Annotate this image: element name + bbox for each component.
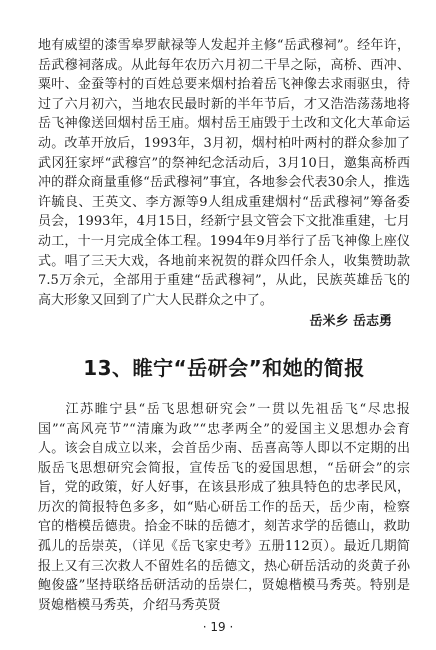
author-signature: 岳米乡 岳志勇 <box>309 314 392 330</box>
section-body <box>38 400 410 616</box>
page-number: · 19 · <box>202 620 234 634</box>
article-body: 地有威望的漆雪皋罗献禄等人发起并主修“岳武穆祠”。经年许，岳武穆祠落成。从此每年农历六月初二干旱之际，高桥、西冲、粟叶、金蚕等村的百姓总要来烟村抬着岳飞神像去求雨驱虫，待过了六月初六，当地农民最时新的半年节后，才又浩浩荡荡地将岳飞神像送回烟村岳王庙。烟村岳王庙毁于土改和文化大革命运动。改革开放后，1993年，3月初，烟村柏叶两村的群众参加了武冈狂家坪“武穆宫”的祭神纪念活动后，3月10日，邀集高桥西冲的群众商量重修“岳武穆祠”事宜，各地参会代表30余人，推选许毓良、王英文、李方源等9人组成重建烟村“岳武穆祠”筹备委员会，1993年，4月15日，经新宁县文管会下文批准重建，七月动工，十一月完成全体工程。1994年9月举行了岳飞神像上座仪式。唱了三天大戏，各地前来祝贺的群众四仟余人，收集赞助款7.5万余元，全部用于重建“岳武穆祠”，从此，民族英雄岳飞的高大形象又回到了广大人民群众之中了。 <box>38 38 410 308</box>
section-body-text: 江苏睢宁县“岳飞思想研究会”一贯以先祖岳飞“尽忠报国”“高风亮节”“清廉为政”“忠孝两全”的爱国主义思想办会育人。该会自成立以来，会首岳少南、岳喜高等人即以不定期的出版岳飞思想研究会简报，宣传岳飞的爱国思想，“岳研会”的宗旨，党的政策，好人好事，在该县形成了独具特色的忠孝民风，历次的简报特色多多，如“贴心研岳工作的岳天，岳少南，检察官的楷模岳德贵。拾金不昧的岳德才，刻苦求学的岳德山，救助孤儿的岳崇英，（详见《岳飞家史考》五册112页）。最近几期简报上又有三次救人不留姓名的岳德文，热心研岳活动的炎黄子孙鲍俊盛”坚持联络岳研活动的岳崇仁，贤媳楷模马秀英。特别是贤媳楷模马秀英，介绍马秀英贤 <box>38 401 410 613</box>
section-heading: 13、睢宁“岳研会”和她的简报 <box>83 355 365 380</box>
